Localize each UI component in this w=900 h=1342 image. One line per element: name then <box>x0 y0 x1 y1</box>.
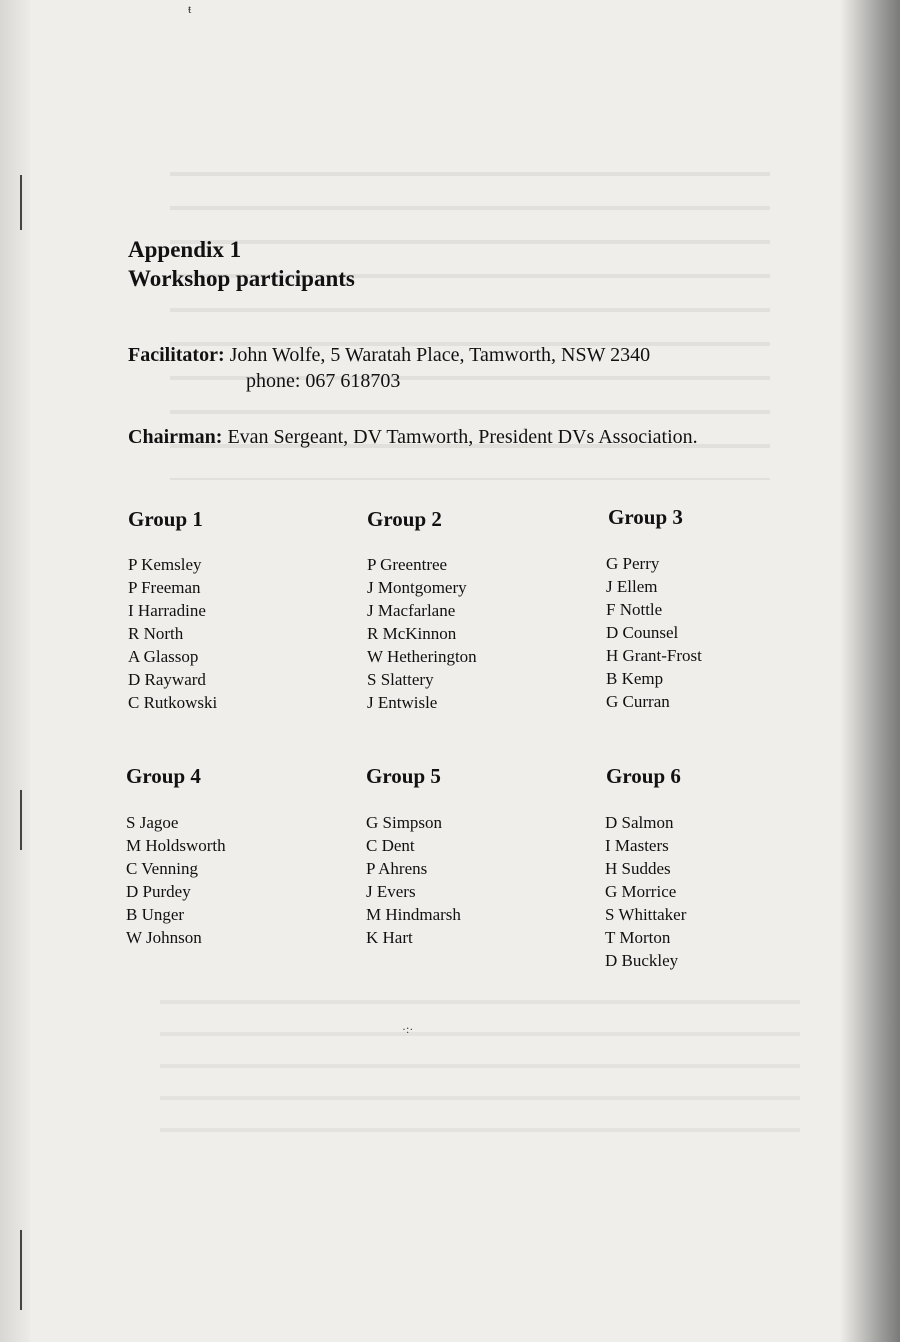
chairman-line <box>128 425 698 449</box>
group-3-member: B Kemp <box>606 669 664 688</box>
group-2-title: Group 2 <box>367 507 442 531</box>
group-3-member: G Perry <box>606 554 660 573</box>
binding-mark <box>20 1230 22 1310</box>
group-5-member: C Dent <box>366 836 415 855</box>
group-2-member: P Greentree <box>367 555 448 574</box>
group-6-member: G Morrice <box>605 882 677 901</box>
bleed-through-area <box>160 980 800 1140</box>
group-5-member: P Ahrens <box>366 859 428 878</box>
group-1-member: D Rayward <box>128 670 206 689</box>
group-6-member: D Buckley <box>605 951 679 970</box>
group-2-member: W Hetherington <box>367 647 477 666</box>
group-4-member: B Unger <box>126 905 185 924</box>
group-1-member: R North <box>128 624 184 643</box>
group-3-title: Group 3 <box>608 505 683 529</box>
group-3-member: G Curran <box>606 692 670 711</box>
binding-mark <box>20 175 22 230</box>
group-2-member: J Macfarlane <box>367 601 456 620</box>
group-1-member: C Rutkowski <box>128 693 218 712</box>
group-6-member: H Suddes <box>605 859 671 878</box>
group-2-member: R McKinnon <box>367 624 457 643</box>
group-5-member: J Evers <box>366 882 416 901</box>
group-5-title: Group 5 <box>366 764 441 788</box>
group-6-title: Group 6 <box>606 764 681 788</box>
facilitator-details: John Wolfe, 5 Waratah Place, Tamworth, NSW 2340 <box>229 344 651 366</box>
appendix-title: Appendix 1 <box>128 237 242 262</box>
speck-mark: ŧ <box>188 2 192 16</box>
chairman-details: Evan Sergeant, DV Tamworth, President DVs Association. <box>227 426 698 448</box>
group-3-member: F Nottle <box>606 600 663 619</box>
group-1-member: I Harradine <box>128 601 206 620</box>
group-3-member: D Counsel <box>606 623 679 642</box>
binding-mark <box>20 790 22 850</box>
chairman-label: Chairman: <box>128 426 223 448</box>
group-3-member: H Grant-Frost <box>606 646 702 665</box>
group-4-member: M Holdsworth <box>126 836 226 855</box>
group-4-title: Group 4 <box>126 764 201 788</box>
group-4-member: C Venning <box>126 859 198 878</box>
group-2-member: J Montgomery <box>367 578 467 597</box>
group-1-member: A Glassop <box>128 647 199 666</box>
facilitator-label: Facilitator: <box>128 344 225 366</box>
speck-mark: ·:· <box>402 1022 414 1036</box>
group-2-member: J Entwisle <box>367 693 438 712</box>
group-6-member: I Masters <box>605 836 669 855</box>
facilitator-phone: phone: 067 618703 <box>246 370 401 392</box>
appendix-subtitle: Workshop participants <box>128 266 355 291</box>
page-right-edge <box>840 0 900 1342</box>
group-4-member: W Johnson <box>126 928 202 947</box>
group-3-member: J Ellem <box>606 577 658 596</box>
group-5-member: M Hindmarsh <box>366 905 461 924</box>
group-1-member: P Freeman <box>128 578 201 597</box>
group-5-member: G Simpson <box>366 813 443 832</box>
group-1-member: P Kemsley <box>128 555 202 574</box>
group-6-member: D Salmon <box>605 813 674 832</box>
group-4-member: S Jagoe <box>126 813 179 832</box>
page-left-edge <box>0 0 30 1342</box>
group-4-member: D Purdey <box>126 882 191 901</box>
facilitator-line <box>128 343 650 367</box>
group-6-member: T Morton <box>605 928 671 947</box>
group-2-member: S Slattery <box>367 670 434 689</box>
group-1-title: Group 1 <box>128 507 203 531</box>
group-6-member: S Whittaker <box>605 905 687 924</box>
group-5-member: K Hart <box>366 928 413 947</box>
